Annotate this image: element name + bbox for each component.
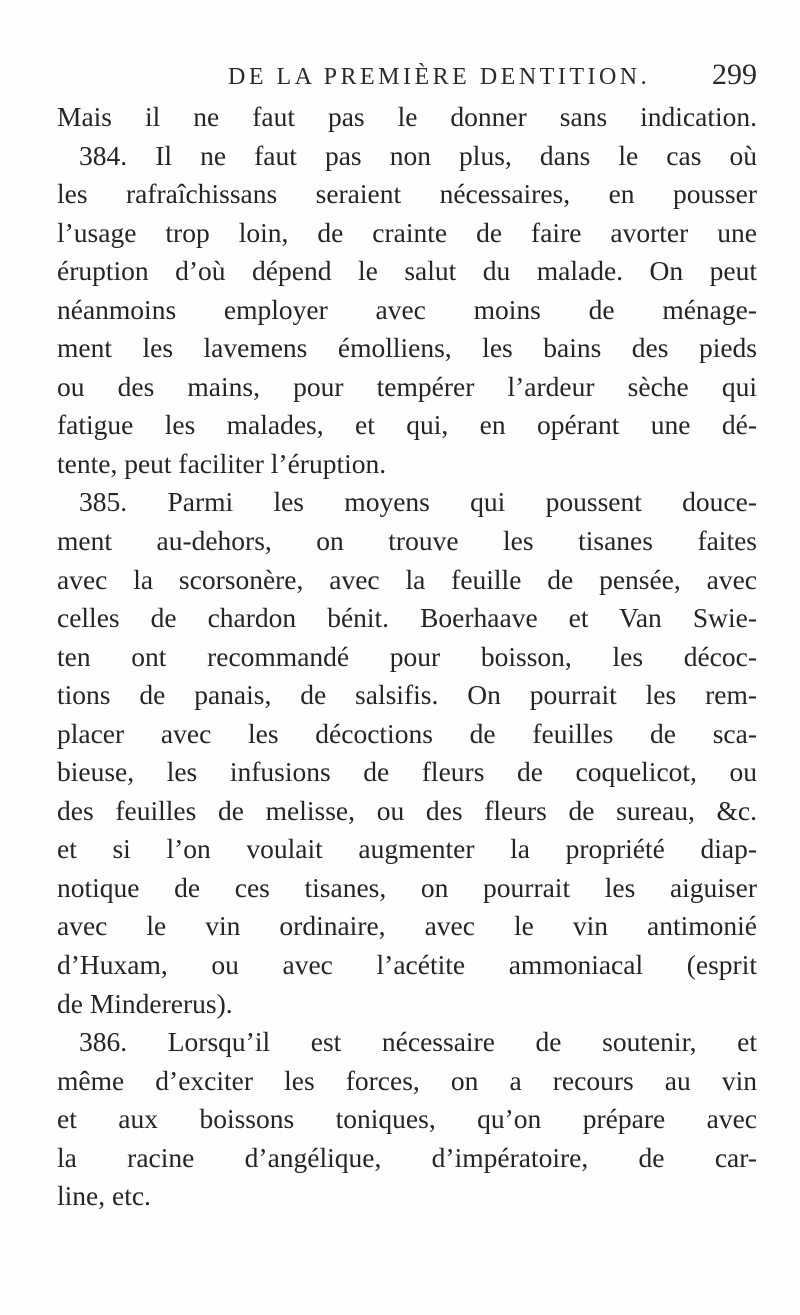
text-line: avec le vin ordinaire, avec le vin antimonié	[57, 910, 757, 942]
text-line: Mais il ne faut pas le donner sans indication.	[57, 101, 757, 132]
text-line: la racine d’angélique, d’impératoire, de car-	[57, 1141, 757, 1173]
running-head	[0, 58, 800, 98]
text-line: l’usage trop loin, de crainte de faire avorter une	[57, 216, 757, 248]
paragraph-386-start: 386. Lorsqu’il est nécessaire de soutenir, et	[79, 1026, 757, 1058]
text-line: line, etc.	[57, 1180, 151, 1212]
text-line: même d’exciter les forces, on a recours au vin	[57, 1064, 757, 1096]
page-number: 299	[712, 58, 757, 91]
paragraph-385-start: 385. Parmi les moyens qui poussent douce-	[79, 486, 757, 518]
text-line: de Mindererus).	[57, 987, 233, 1019]
text-line: éruption d’où dépend le salut du malade. On peut	[57, 255, 757, 287]
text-line: avec la scorsonère, avec la feuille de pensée, avec	[57, 563, 757, 595]
running-title: DE LA PREMIÈRE DENTITION.	[228, 64, 651, 90]
text-line: notique de ces tisanes, on pourrait les aiguiser	[57, 871, 757, 903]
text-line: d’Huxam, ou avec l’acétite ammoniacal (esprit	[57, 949, 757, 981]
paragraph-384-start: 384. Il ne faut pas non plus, dans le cas où	[79, 139, 757, 171]
text-line: et aux boissons toniques, qu’on prépare avec	[57, 1103, 757, 1135]
text-line: bieuse, les infusions de fleurs de coquelicot, ou	[57, 756, 757, 788]
text-line: ten ont recommandé pour boisson, les décoc-	[57, 640, 757, 672]
text-line: tions de panais, de salsifis. On pourrait les rem-	[57, 679, 757, 711]
text-line: celles de chardon bénit. Boerhaave et Van Swie-	[57, 602, 757, 634]
text-line: ment au-dehors, on trouve les tisanes faites	[57, 525, 757, 557]
text-line: ment les lavemens émolliens, les bains des pieds	[57, 332, 757, 364]
text-line: tente, peut faciliter l’éruption.	[57, 447, 387, 479]
text-line: des feuilles de melisse, ou des fleurs de sureau, &c.	[57, 794, 757, 826]
text-line: et si l’on voulait augmenter la propriété diap-	[57, 833, 757, 865]
text-line: ou des mains, pour tempérer l’ardeur sèche qui	[57, 370, 757, 402]
text-line: fatigue les malades, et qui, en opérant une dé-	[57, 409, 757, 441]
body-text	[57, 98, 757, 1216]
text-line: néanmoins employer avec moins de ménage-	[57, 293, 757, 325]
text-line: placer avec les décoctions de feuilles de sca-	[57, 717, 757, 749]
text-line: les rafraîchissans seraient nécessaires, en pousser	[57, 178, 757, 210]
